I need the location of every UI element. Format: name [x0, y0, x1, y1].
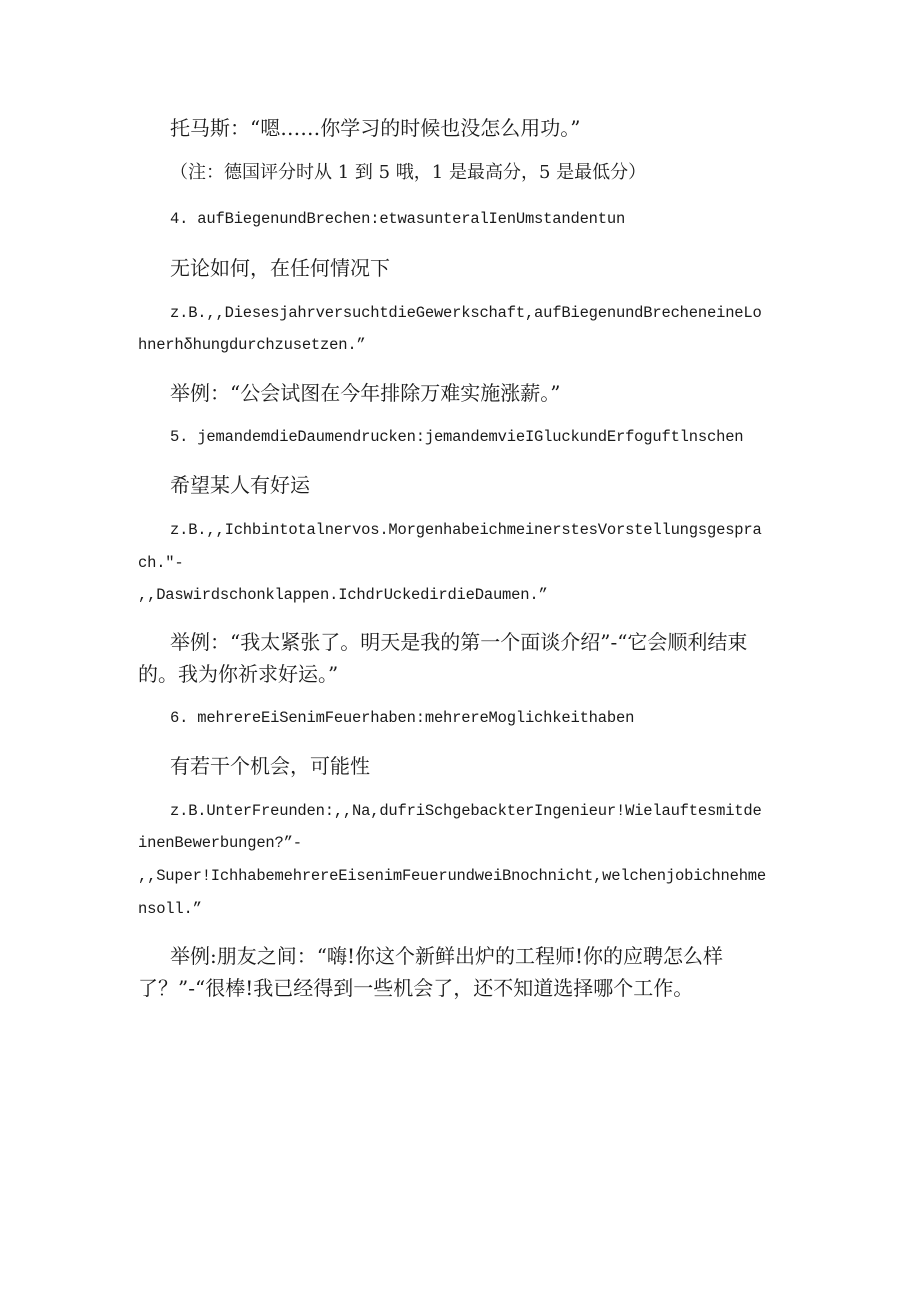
- idiom-meaning-6: 有若干个机会，可能性: [170, 754, 370, 778]
- grading-note: （注：德国评分时从 1 到 5 哦，1 是最高分，5 是最低分）: [170, 162, 647, 183]
- example-de-5-line3: ,,Daswirdschonklappen.IchdrUckedirdieDaumen.”: [138, 586, 548, 604]
- example-zh-6-line2: 了？”-“很棒!我已经得到一些机会了，还不知道选择哪个工作。: [138, 976, 694, 1000]
- dialogue-line: 托马斯：“嗯……你学习的时候也没怎么用功。”: [170, 116, 581, 140]
- idiom-heading-5: 5. jemandemdieDaumendrucken:jemandemvieIGluckundErfoguftlnschen: [170, 428, 744, 446]
- example-de-6-line3: ,,Super!IchhabemehrereEisenimFeuerundweiBnochnicht,welchenjobichnehme: [138, 867, 767, 885]
- example-de-5-line1: z.B.,,Ichbintotalnervos.MorgenhabeichmeinerstesVorstellungsgespra: [170, 521, 762, 539]
- idiom-heading-6: 6. mehrereEiSenimFeuerhaben:mehrereMoglichkeithaben: [170, 709, 635, 727]
- example-de-6-line1: z.B.UnterFreunden:,,Na,dufriSchgebackterIngenieur!Wielauftesmitde: [170, 802, 762, 820]
- example-de-5-line2: ch."-: [138, 554, 184, 572]
- example-zh-5-line2: 的。我为你祈求好运。”: [138, 662, 339, 686]
- example-de-4-line2: hnerhδhungdurchzusetzen.”: [138, 336, 366, 354]
- idiom-meaning-5: 希望某人有好运: [170, 473, 310, 497]
- example-zh-4: 举例：“公会试图在今年排除万难实施涨薪。”: [170, 381, 561, 405]
- idiom-heading-4: 4. aufBiegenundBrechen:etwasunteralIenUmstandentun: [170, 210, 626, 228]
- example-de-6-line2: inenBewerbungen?”-: [138, 834, 302, 852]
- example-zh-5-line1: 举例：“我太紧张了。明天是我的第一个面谈介绍”-“它会顺利结束: [170, 630, 748, 654]
- example-de-4-line1: z.B.,,DiesesjahrversuchtdieGewerkschaft,aufBiegenundBrecheneineLo: [170, 304, 762, 322]
- idiom-meaning-4: 无论如何，在任何情况下: [170, 256, 390, 280]
- example-de-6-line4: nsoll.”: [138, 900, 202, 918]
- example-zh-6-line1: 举例:朋友之间：“嗨!你这个新鲜出炉的工程师!你的应聘怎么样: [170, 944, 724, 968]
